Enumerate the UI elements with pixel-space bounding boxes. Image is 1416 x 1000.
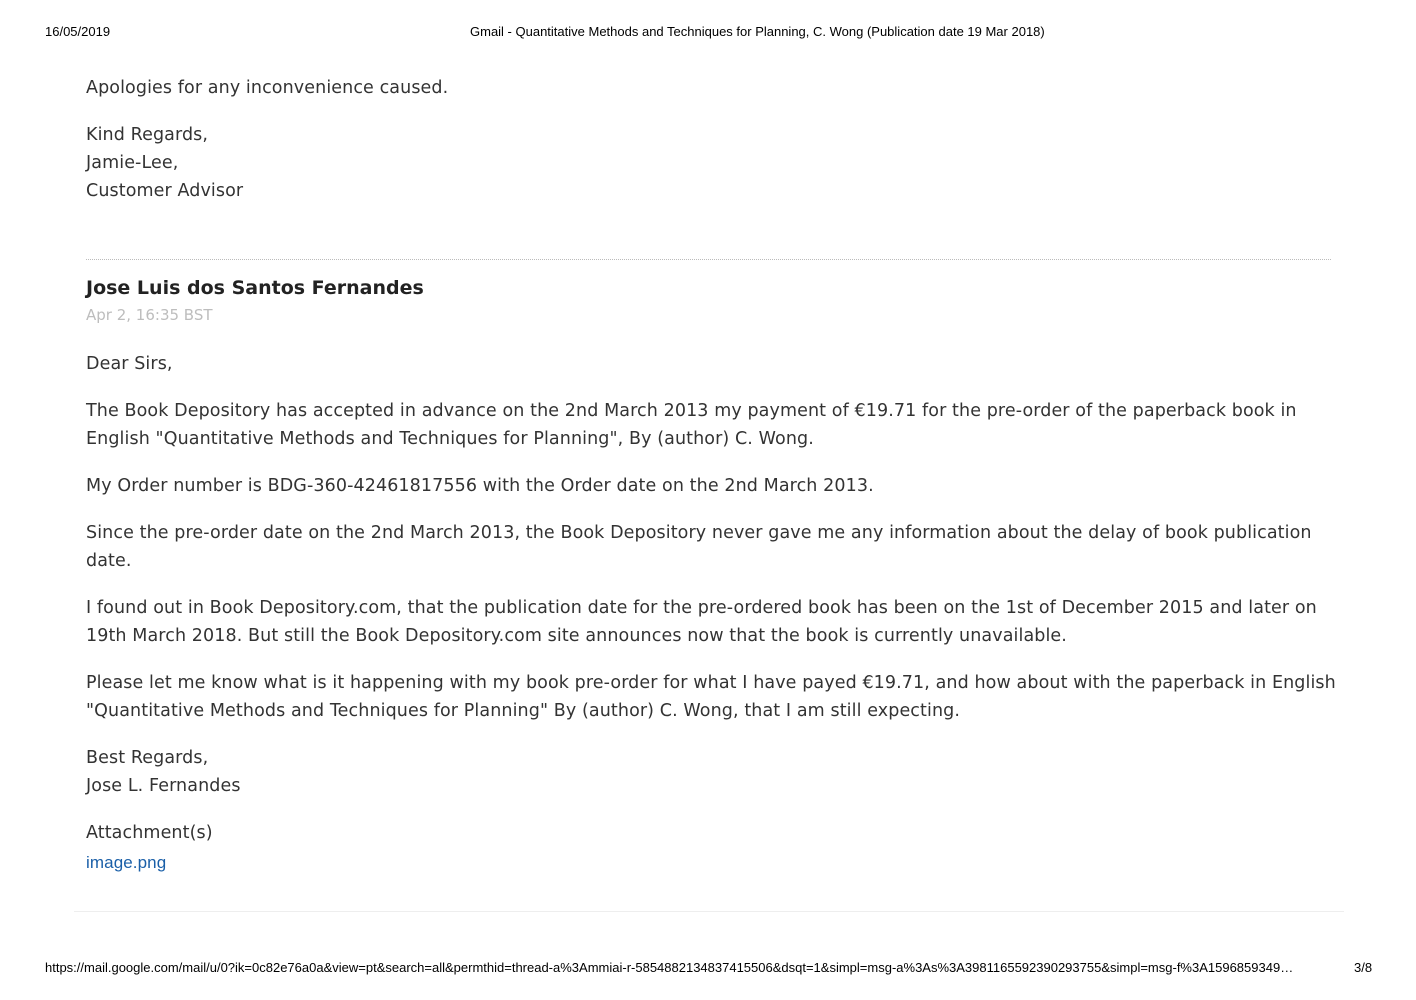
message-divider [86,259,1331,260]
signoff-line: Jamie-Lee, [86,153,179,173]
previous-message-paragraph: Apologies for any inconvenience caused. [86,78,449,98]
print-footer [0,958,1416,978]
attachment-link[interactable]: image.png [86,853,167,872]
message-paragraph: My Order number is BDG-360-42461817556 with the Order date on the 2nd March 2013. [86,476,874,496]
print-url: https://mail.google.com/mail/u/0?ik=0c82e76a0a&view=pt&search=all&permthid=thread-a%3Ammiai-r-5854882134837415506&dsqt=1&simpl=msg-a%3As%3A3981165592390293755&simpl=msg-f%3A1596859349… [45,960,1294,975]
message-greeting: Dear Sirs, [86,354,173,374]
print-date: 16/05/2019 [45,24,111,39]
message-paragraph: Since the pre-order date on the 2nd March 2013, the Book Depository never gave me any information about the delay of book publication date. [86,523,1312,571]
print-title: Gmail - Quantitative Methods and Techniques for Planning, C. Wong (Publication date 19 Mar 2018) [470,24,1045,39]
print-header [0,22,1416,42]
signoff-line: Jose L. Fernandes [86,776,241,796]
message-date: Apr 2, 16:35 BST [86,306,213,324]
message-paragraph: Please let me know what is it happening with my book pre-order for what I have payed €19.71, and how about with the paperback in English "Quantitative Methods and Techniques for Planning" By (author) C. Wong, that I am still expecting. [86,673,1336,721]
page-number: 3/8 [1354,960,1373,975]
signoff-line: Customer Advisor [86,181,244,201]
signoff-line: Best Regards, [86,748,209,768]
message-paragraph: I found out in Book Depository.com, that the publication date for the pre-ordered book has been on the 1st of December 2015 and later on 19th March 2018. But still the Book Depository.com site announces now that the book is currently unavailable. [86,598,1317,646]
message-paragraph: The Book Depository has accepted in advance on the 2nd March 2013 my payment of €19.71 for the pre-order of the paperback book in English "Quantitative Methods and Techniques for Planning", By (author) C. Wong. [86,401,1297,449]
previous-message-signoff [86,121,1336,205]
email-message [86,274,1336,877]
message-signoff [86,744,1336,800]
attachments-label: Attachment(s) [86,823,213,843]
previous-message-tail [86,74,1336,224]
attachments-section [86,819,1336,877]
sender-name: Jose Luis dos Santos Fernandes [86,277,424,299]
signoff-line: Kind Regards, [86,125,209,145]
message-body [86,350,1336,877]
bottom-divider [74,911,1344,912]
